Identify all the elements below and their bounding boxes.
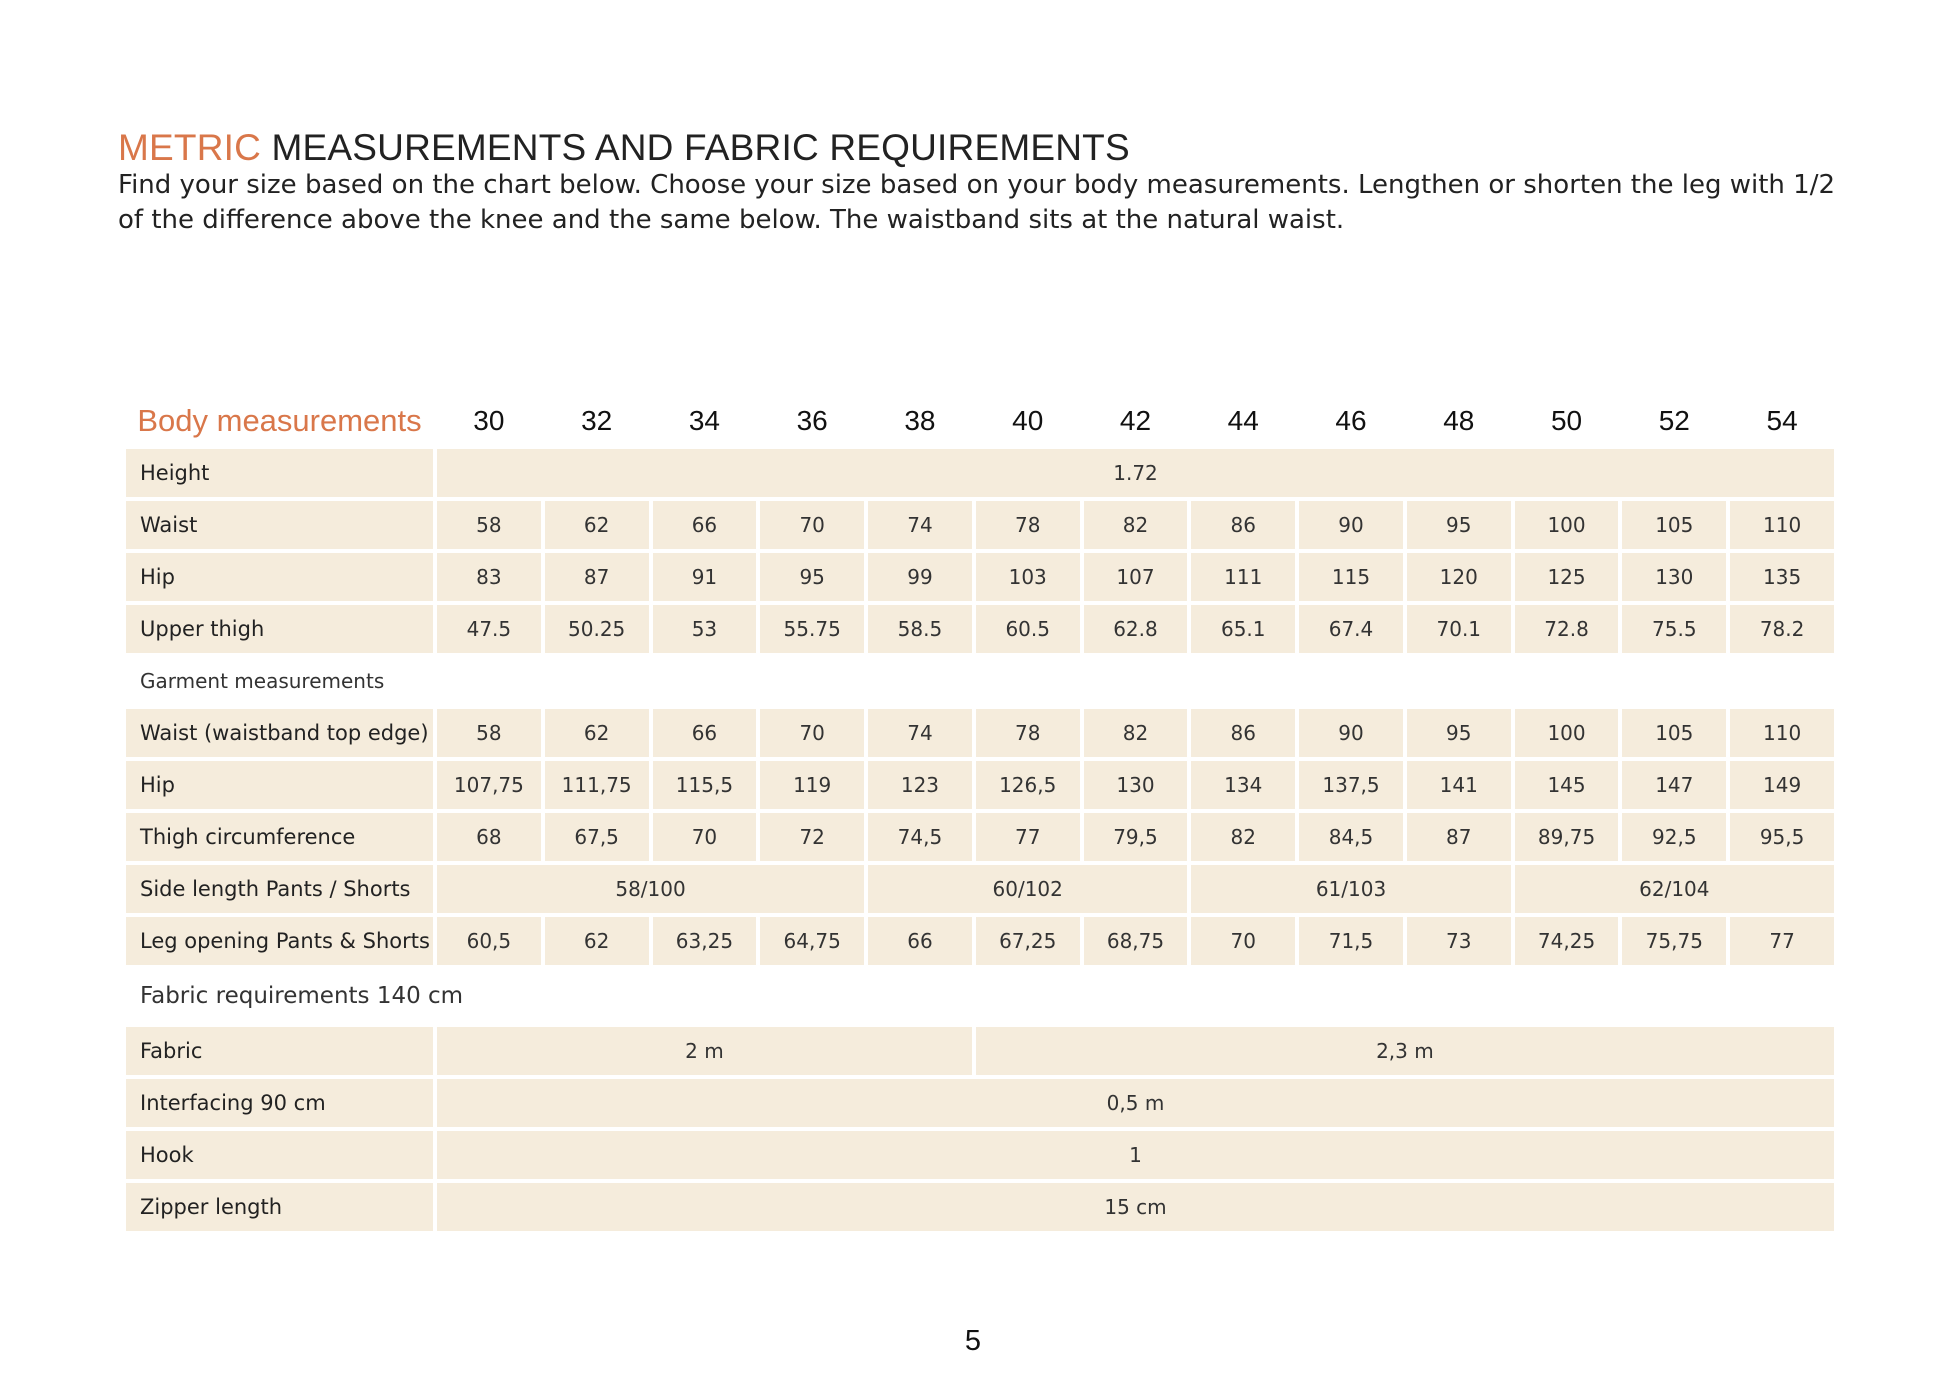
title-accent: METRIC: [118, 127, 262, 168]
row-label: Hip: [126, 761, 433, 809]
table-cell: 91: [653, 553, 757, 601]
table-cell: 67.4: [1299, 605, 1403, 653]
page-number: 5: [964, 1325, 982, 1357]
size-chart-body: [126, 449, 1834, 1231]
table-cell: 125: [1515, 553, 1619, 601]
table-cell: 149: [1730, 761, 1834, 809]
table-cell: 67,25: [976, 917, 1080, 965]
row-label: Hook: [126, 1131, 433, 1179]
table-cell: 82: [1084, 709, 1188, 757]
table-cell: 107,75: [437, 761, 541, 809]
table-cell: 78.2: [1730, 605, 1834, 653]
table-cell: 89,75: [1515, 813, 1619, 861]
table-cell: 70: [760, 501, 864, 549]
table-cell: 86: [1191, 709, 1295, 757]
table-cell: 110: [1730, 501, 1834, 549]
table-cell: 68,75: [1084, 917, 1188, 965]
table-cell: 50.25: [545, 605, 649, 653]
table-cell: 105: [1622, 501, 1726, 549]
table-cell: 66: [653, 709, 757, 757]
table-cell: 95: [1407, 709, 1511, 757]
table-cell: 77: [976, 813, 1080, 861]
body-row-height: [126, 449, 1834, 497]
size-header-54: 54: [1766, 405, 1798, 436]
table-cell: 63,25: [653, 917, 757, 965]
table-cell: 115,5: [653, 761, 757, 809]
table-cell: 87: [1407, 813, 1511, 861]
table-cell-merged: 2,3 m: [976, 1027, 1834, 1075]
table-cell: 75,75: [1622, 917, 1726, 965]
row-label: Upper thigh: [126, 605, 433, 653]
table-cell: 95: [1407, 501, 1511, 549]
table-cell: 62: [545, 917, 649, 965]
table-cell: 103: [976, 553, 1080, 601]
table-cell: 74: [868, 501, 972, 549]
size-chart-table: [122, 393, 1838, 1235]
row-label: Hip: [126, 553, 433, 601]
table-cell: 67,5: [545, 813, 649, 861]
size-header-46: 46: [1335, 405, 1367, 436]
garment-row-leg-opening-pants-shorts: [126, 917, 1834, 965]
row-label: Leg opening Pants & Shorts: [126, 917, 433, 965]
garment-row-side-length-pants-shorts: [126, 865, 1834, 913]
body-measurements-title: Body measurements: [137, 403, 422, 438]
table-cell: 130: [1084, 761, 1188, 809]
table-cell: 79,5: [1084, 813, 1188, 861]
table-cell: 99: [868, 553, 972, 601]
row-label: Thigh circumference: [126, 813, 433, 861]
page-title: [118, 126, 1130, 170]
table-cell: 62: [545, 709, 649, 757]
table-cell: 62: [545, 501, 649, 549]
size-header-50: 50: [1550, 405, 1583, 436]
table-cell: 84,5: [1299, 813, 1403, 861]
fabric-requirements-title: Fabric requirements 140 cm: [140, 983, 464, 1009]
table-cell: 137,5: [1299, 761, 1403, 809]
table-cell: 66: [868, 917, 972, 965]
table-cell: 70.1: [1407, 605, 1511, 653]
table-cell: 70: [1191, 917, 1295, 965]
size-header-40: 40: [1012, 405, 1044, 436]
table-cell: 74,25: [1515, 917, 1619, 965]
table-cell: 92,5: [1622, 813, 1726, 861]
table-cell: 71,5: [1299, 917, 1403, 965]
table-cell: 70: [653, 813, 757, 861]
title-rest: MEASUREMENTS AND FABRIC REQUIREMENTS: [261, 127, 1130, 168]
table-cell: 120: [1407, 553, 1511, 601]
table-cell: 47.5: [437, 605, 541, 653]
table-cell: 58: [437, 709, 541, 757]
table-cell: 77: [1730, 917, 1834, 965]
table-cell: 74: [868, 709, 972, 757]
garment-row-hip: [126, 761, 1834, 809]
table-cell: 72: [760, 813, 864, 861]
table-cell: 126,5: [976, 761, 1080, 809]
row-label: Zipper length: [126, 1183, 433, 1231]
row-label: Waist: [126, 501, 433, 549]
size-header-42: 42: [1119, 405, 1152, 436]
table-cell: 62.8: [1084, 605, 1188, 653]
size-header-34: 34: [688, 405, 720, 436]
table-cell: 58.5: [868, 605, 972, 653]
table-cell: 60,5: [437, 917, 541, 965]
table-cell: 75.5: [1622, 605, 1726, 653]
table-cell: 95,5: [1730, 813, 1834, 861]
table-cell: 115: [1299, 553, 1403, 601]
table-cell-merged: 2 m: [437, 1027, 972, 1075]
table-cell-merged: 58/100: [437, 865, 864, 913]
garment-measurements-title: Garment measurements: [140, 669, 385, 693]
table-cell: 72.8: [1515, 605, 1619, 653]
fabric-row-fabric: [126, 1027, 1834, 1075]
size-header-36: 36: [796, 405, 828, 436]
table-cell: 135: [1730, 553, 1834, 601]
table-cell: 95: [760, 553, 864, 601]
table-cell: 82: [1191, 813, 1295, 861]
garment-row-thigh-circumference: [126, 813, 1834, 861]
table-cell: 87: [545, 553, 649, 601]
table-cell-merged: 61/103: [1191, 865, 1510, 913]
table-cell: 55.75: [760, 605, 864, 653]
size-header-52: 52: [1658, 405, 1690, 436]
table-cell: 134: [1191, 761, 1295, 809]
table-cell: 78: [976, 501, 1080, 549]
table-cell: 100: [1515, 709, 1619, 757]
fabric-row-interfacing-90-cm: [126, 1079, 1834, 1127]
table-cell: 74,5: [868, 813, 972, 861]
table-cell-merged: 1: [437, 1131, 1834, 1179]
table-cell: 111,75: [545, 761, 649, 809]
table-cell: 147: [1622, 761, 1726, 809]
fabric-row-hook: [126, 1131, 1834, 1179]
size-header-32: 32: [581, 405, 613, 436]
table-cell: 145: [1515, 761, 1619, 809]
table-cell: 130: [1622, 553, 1726, 601]
table-cell: 65.1: [1191, 605, 1295, 653]
row-label: Waist (waistband top edge): [126, 709, 433, 757]
size-header-48: 48: [1443, 405, 1475, 436]
table-cell-merged: 1.72: [437, 449, 1834, 497]
table-cell: 68: [437, 813, 541, 861]
table-cell: 123: [868, 761, 972, 809]
table-cell: 78: [976, 709, 1080, 757]
table-cell: 90: [1299, 709, 1403, 757]
table-cell: 66: [653, 501, 757, 549]
body-row-waist: [126, 501, 1834, 549]
table-cell: 73: [1407, 917, 1511, 965]
fabric-row-zipper-length: [126, 1183, 1834, 1231]
row-label: Side length Pants / Shorts: [126, 865, 433, 913]
table-cell: 86: [1191, 501, 1295, 549]
table-cell-merged: 15 cm: [437, 1183, 1834, 1231]
intro-text: Find your size based on the chart below. Choose your size based on your body measurements. Lengthen or shorten the leg with 1/2 of the difference above the knee and the same below. The waistband sits at the natural waist.: [118, 170, 1836, 235]
table-cell: 90: [1299, 501, 1403, 549]
table-cell: 64,75: [760, 917, 864, 965]
size-header-30: 30: [473, 405, 505, 436]
table-cell-merged: 60/102: [868, 865, 1187, 913]
body-row-hip: [126, 553, 1834, 601]
table-cell: 107: [1084, 553, 1188, 601]
table-cell-merged: 0,5 m: [437, 1079, 1834, 1127]
size-header-38: 38: [904, 405, 936, 436]
table-cell: 82: [1084, 501, 1188, 549]
size-header-44: 44: [1227, 405, 1259, 436]
garment-measurements-row: [126, 657, 1834, 705]
table-cell: 100: [1515, 501, 1619, 549]
table-cell: 60.5: [976, 605, 1080, 653]
size-header-row: [126, 397, 1834, 445]
row-label: Fabric: [126, 1027, 433, 1075]
table-cell: 83: [437, 553, 541, 601]
table-cell: 141: [1407, 761, 1511, 809]
fabric-requirements-row: [126, 969, 1834, 1023]
table-cell: 70: [760, 709, 864, 757]
row-label: Height: [126, 449, 433, 497]
table-cell: 53: [653, 605, 757, 653]
table-cell-merged: 62/104: [1515, 865, 1834, 913]
table-cell: 58: [437, 501, 541, 549]
table-cell: 111: [1191, 553, 1295, 601]
table-cell: 119: [760, 761, 864, 809]
table-cell: 105: [1622, 709, 1726, 757]
garment-row-waist-waistband-top-edge: [126, 709, 1834, 757]
body-row-upper-thigh: [126, 605, 1834, 653]
table-cell: 110: [1730, 709, 1834, 757]
row-label: Interfacing 90 cm: [126, 1079, 433, 1127]
